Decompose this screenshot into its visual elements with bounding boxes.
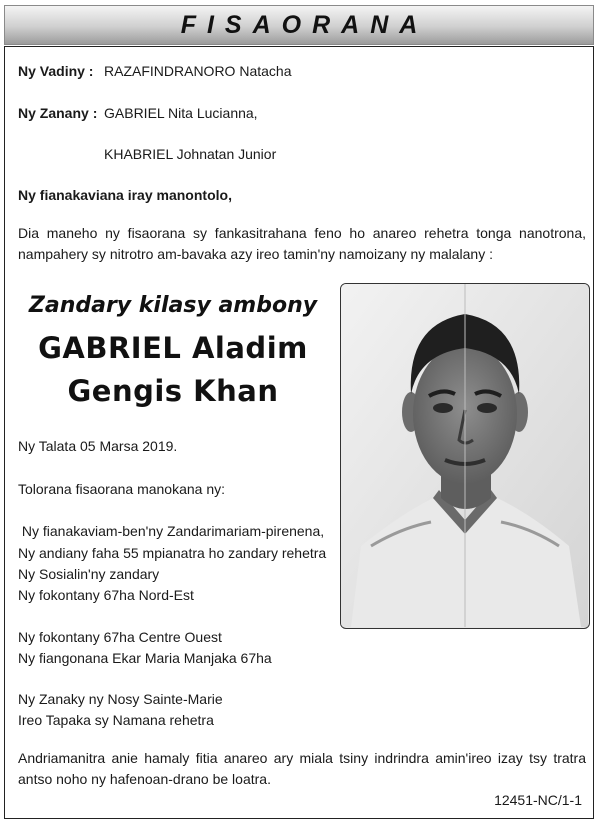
vadiny-name: RAZAFINDRANORO Natacha — [104, 63, 292, 79]
vadiny-label: Ny Vadiny : — [18, 63, 94, 79]
closing-paragraph: Andriamanitra anie hamaly fitia anareo ary miala tsiny indrindra amin'ireo izay tsy tratra antso noho ny hafenoan-drano be loatra. — [18, 750, 586, 787]
thanks-item: Ny andiany faha 55 mpianatra ho zandary rehetra — [18, 545, 327, 561]
deceased-rank: Zandary kilasy ambony — [28, 293, 318, 318]
thanks-item: Ny fokontany 67ha Nord-Est — [18, 587, 194, 603]
thanks-item: Ny fianakaviam-ben'ny Zandarimariam-pirenena, — [18, 523, 325, 539]
deceased-name-line-1: GABRIEL Aladim — [38, 331, 308, 365]
thanks-item: Ireo Tapaka sy Namana rehetra — [18, 712, 214, 728]
thanks-item: Ny Sosialin'ny zandary — [18, 566, 160, 582]
deceased-name-line-2: Gengis Khan — [67, 374, 279, 408]
thanks-item: Ny fokontany 67ha Centre Ouest — [18, 629, 222, 645]
zanany-name-1: GABRIEL Nita Lucianna, — [104, 105, 258, 121]
thanks-item: Ny Zanaky ny Nosy Sainte-Marie — [18, 691, 223, 707]
zanany-label: Ny Zanany : — [18, 105, 98, 121]
family-greeting: Ny fianakaviana iray manontolo, — [18, 187, 232, 203]
reference-code: 12451-NC/1-1 — [494, 792, 582, 808]
thanks-intro: Tolorana fisaorana manokana ny: — [18, 481, 226, 497]
intro-paragraph: Dia maneho ny fisaorana sy fankasitrahana feno ho anareo rehetra tonga nanotrona, nampahery sy nitrotro am-bavaka azy ireo tamin'ny namoizany ny malalany : — [18, 225, 586, 262]
banner-title: FISAORANA — [180, 10, 429, 39]
title-banner — [4, 5, 594, 45]
date-line: Ny Talata 05 Marsa 2019. — [18, 438, 178, 454]
zanany-name-2: KHABRIEL Johnatan Junior — [104, 146, 277, 162]
deceased-photo — [340, 283, 590, 629]
thanks-item: Ny fiangonana Ekar Maria Manjaka 67ha — [18, 650, 272, 666]
